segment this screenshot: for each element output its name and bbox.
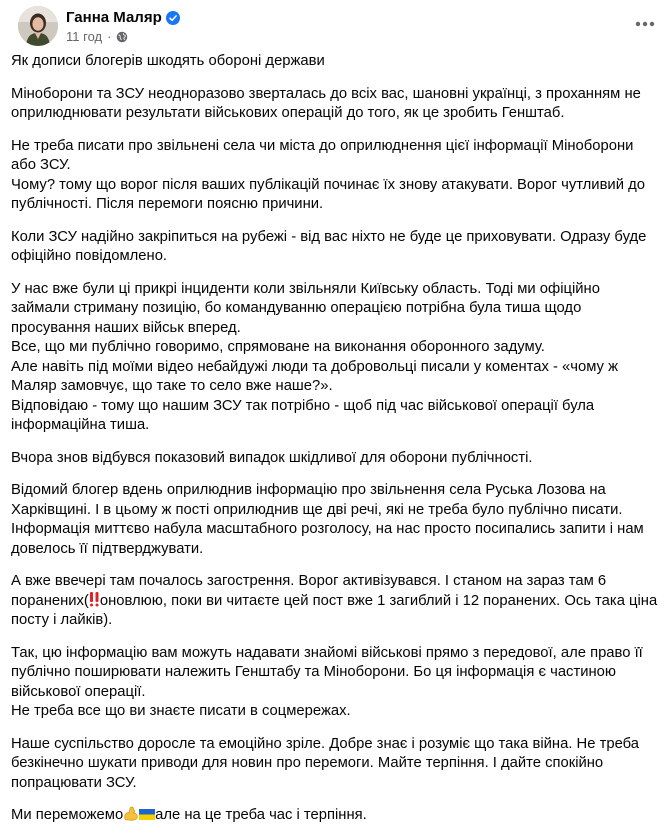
double-exclamation-icon bbox=[89, 592, 100, 607]
paragraph-8-line-2: Не треба все що ви знаєте писати в соцмережах. bbox=[11, 703, 351, 719]
more-options-icon bbox=[635, 21, 655, 27]
author-name[interactable]: Ганна Маляр bbox=[66, 9, 162, 26]
paragraph-7-part-2: оновлюю, поки ви читаєте цей пост вже 1 загиблий і 12 поранених. Ось така ціна посту і лайків). bbox=[11, 592, 658, 628]
flexed-biceps-icon bbox=[123, 806, 139, 821]
paragraph-6: Відомий блогер вдень оприлюднив інформацію про звільнення села Руська Лозова на Харківщині. І в цьому ж пості оприлюднив ще дві речі, які не треба було публічно писати. Інформація миттєво набула масштабного розголосу, на нас просто посипались запити і нам довелось її підтверджувати. bbox=[11, 482, 644, 557]
more-options-button[interactable] bbox=[631, 10, 659, 38]
post-title: Як дописи блогерів шкодять обороні держави bbox=[11, 53, 325, 69]
paragraph-10-part-1: Ми переможемо bbox=[11, 807, 124, 823]
paragraph-4-line-2: Все, що ми публічно говоримо, спрямоване на виконання оборонного задуму. bbox=[11, 339, 545, 355]
paragraph-10 bbox=[11, 806, 661, 826]
paragraph-8 bbox=[11, 644, 661, 722]
paragraph-7-part-1: А вже ввечері там почалось загострення. Ворог активізувався. І станом на зараз там 6 поранених( bbox=[11, 573, 607, 609]
paragraph-4 bbox=[11, 280, 661, 436]
verified-badge-icon bbox=[166, 11, 180, 25]
paragraph-9: Наше суспільство доросле та емоційно зріле. Добре знає і розуміє що така війна. Не треба безкінечно шукати приводи для новин про перемоги. Майте терпіння. І дайте спокійно попрацювати ЗСУ. bbox=[11, 735, 640, 791]
post-timestamp[interactable]: 11 год bbox=[66, 29, 103, 44]
paragraph-5: Вчора знов відбувся показовий випадок шкідливої для оборони публічності. bbox=[11, 449, 533, 466]
paragraph-2-line-2: Чому? тому що ворог після ваших публікацій починає їх знову атакувати. Ворог чутливий до публічності. Після перемоги поясню причини. bbox=[11, 176, 645, 212]
meta-separator: · bbox=[107, 29, 112, 44]
paragraph-4-line-4: Відповідаю - тому що нашим ЗСУ так потрібно - щоб під час військової операції була інформаційна тиша. bbox=[11, 397, 595, 433]
globe-icon[interactable] bbox=[116, 31, 128, 43]
paragraph-4-line-3: Але навіть під моїми відео небайдужі люди та добровольці писали у коментах - «чому ж Маляр замовчує, що таке то село вже наше?». bbox=[11, 358, 618, 394]
ukraine-flag-icon bbox=[139, 808, 155, 821]
author-avatar[interactable] bbox=[18, 6, 58, 46]
paragraph-1: Міноборони та ЗСУ неодноразово зверталась до всіх вас, шановні українці, з проханням не оприлюднювати результати військових операцій до того, як це зробить Генштаб. bbox=[11, 85, 641, 121]
paragraph-2-line-1: Не треба писати про звільнені села чи міста до оприлюднення цієї інформації Міноборони або ЗСУ. bbox=[11, 137, 634, 173]
post-body bbox=[11, 52, 661, 839]
post-meta bbox=[66, 29, 128, 44]
paragraph-10-part-2: але на це треба час і терпіння. bbox=[155, 807, 367, 823]
post-header bbox=[9, 0, 671, 50]
paragraph-8-line-1: Так, цю інформацію вам можуть надавати знайомі військові прямо з передової, але право її публічно поширювати належить Генштабу та Міноборони. Бо ця інформація є частиною військової операції. bbox=[11, 644, 643, 700]
paragraph-7 bbox=[11, 572, 661, 631]
paragraph-2 bbox=[11, 137, 661, 215]
author-row bbox=[66, 9, 180, 26]
avatar-photo-icon bbox=[18, 6, 58, 46]
paragraph-3: Коли ЗСУ надійно закріпиться на рубежі - від вас ніхто не буде це приховувати. Одразу буде офіційно повідомлено. bbox=[11, 228, 647, 264]
paragraph-4-line-1: У нас вже були ці прикрі інциденти коли звільняли Київську область. Тоді ми офіційно займали стриману позицію, бо командуванню операцією потрібна була тиша щодо просування наших військ вперед. bbox=[11, 280, 600, 336]
